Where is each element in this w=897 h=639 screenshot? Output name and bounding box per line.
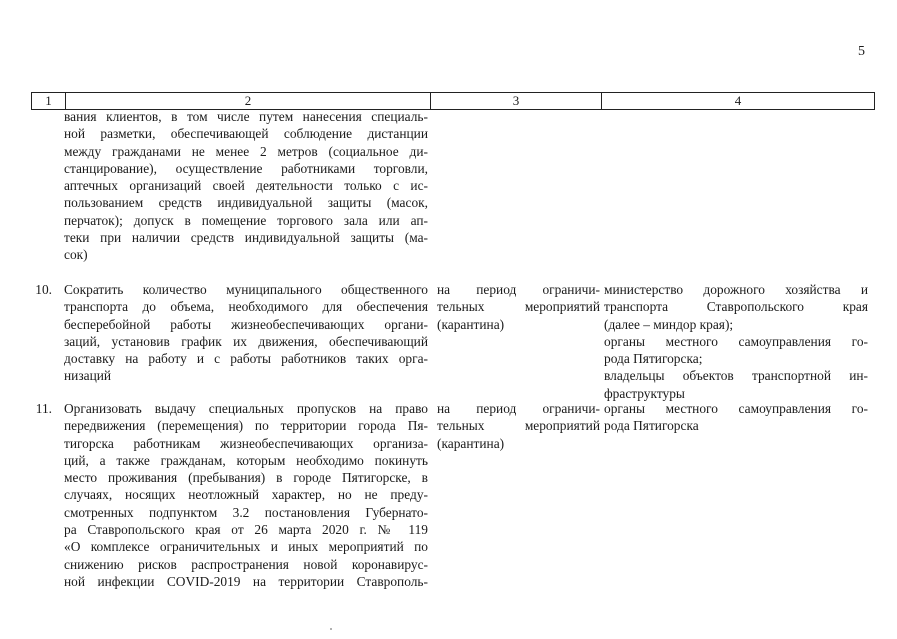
scan-speck xyxy=(330,628,332,630)
text-line: снижению рисков распространения новой коронавирус- xyxy=(64,556,428,572)
text-line: органы местного самоуправления го- xyxy=(604,333,868,349)
text-line: смотренных подпунктом 3.2 постановления Губернато- xyxy=(64,504,428,520)
header-col-3: 3 xyxy=(431,93,602,110)
header-col-1: 1 xyxy=(32,93,66,110)
text-line: ций, а также гражданам, которым необходимо покинуть xyxy=(64,452,428,468)
text-line: аптечных организаций своей деятельности только с ис- xyxy=(64,178,428,194)
text-line: ной инфекции COVID-2019 на территории Ставрополь- xyxy=(64,573,428,589)
text-line: тельных мероприятий xyxy=(437,418,600,434)
text-line: сок) xyxy=(64,247,88,263)
text-line: теки при наличии средств индивидуальной защиты (ма- xyxy=(64,230,428,246)
text-line: рода Пятигорска; xyxy=(604,351,703,367)
text-line: министерство дорожного хозяйства и xyxy=(604,282,868,297)
text-line: низаций xyxy=(64,368,112,384)
text-line: бесперебойной работы жизнеобеспечивающих органи- xyxy=(64,316,428,332)
header-col-4: 4 xyxy=(602,93,875,110)
text-line: передвижения (перемещения) по территории города Пя- xyxy=(64,418,428,434)
text-line: тигорска работникам жизнеобеспечивающих организа- xyxy=(64,435,428,451)
text-line: перчаток); допуск в помещение торгового зала или ап- xyxy=(64,212,428,228)
text-line: транспорта до объема, необходимого для обеспечения xyxy=(64,299,428,315)
text-line: на период ограничи- xyxy=(437,282,600,297)
header-col-2: 2 xyxy=(66,93,431,110)
text-line: рода Пятигорска xyxy=(604,418,699,434)
row-number: 10. xyxy=(35,282,52,297)
text-line: станцирование), осуществление работниками торговли, xyxy=(64,160,428,176)
text-line: ной разметки, обеспечивающей соблюдение дистанции xyxy=(64,126,428,142)
text-line: транспорта Ставропольского края xyxy=(604,299,868,315)
text-line: место проживания (пребывания) в городе Пятигорске, в xyxy=(64,470,428,486)
text-line: доставку на работу и с работы работников таких орга- xyxy=(64,351,428,367)
text-line: пользованием средств индивидуальной защиты (масок, xyxy=(64,195,428,211)
period-text xyxy=(437,400,600,452)
text-line: заций, установив график их движения, обеспечивающий xyxy=(64,333,428,349)
text-line: «О комплексе ограничительных и иных мероприятий по xyxy=(64,539,428,555)
text-line: фраструктуры xyxy=(604,385,685,401)
text-line: (карантина) xyxy=(437,316,505,332)
text-line: (далее – миндор края); xyxy=(604,316,734,332)
text-line: между гражданами не менее 2 метров (социальное ди- xyxy=(64,143,428,159)
measure-text xyxy=(64,281,428,385)
text-line: (карантина) xyxy=(437,435,505,451)
text-line: ра Ставропольского края от 26 марта 2020 г. № 119 xyxy=(64,522,428,538)
text-line: на период ограничи- xyxy=(437,401,600,416)
period-text xyxy=(437,281,600,333)
row-number: 11. xyxy=(35,401,52,416)
text-line: органы местного самоуправления го- xyxy=(604,401,868,416)
text-line: тельных мероприятий xyxy=(437,299,600,315)
text-line: случаях, носящих неотложный характер, но не преду- xyxy=(64,487,428,503)
text-line: Организовать выдачу специальных пропусков на право xyxy=(64,401,428,416)
continuation-text xyxy=(64,108,428,264)
measure-text xyxy=(64,400,428,590)
responsible-text xyxy=(604,281,868,402)
responsible-text xyxy=(604,400,868,435)
text-line: Сократить количество муниципального общественного xyxy=(64,282,428,297)
page-number: 5 xyxy=(858,44,865,59)
text-line: владельцы объектов транспортной ин- xyxy=(604,368,868,384)
text-line: вания клиентов, в том числе путем нанесения специаль- xyxy=(64,109,428,124)
